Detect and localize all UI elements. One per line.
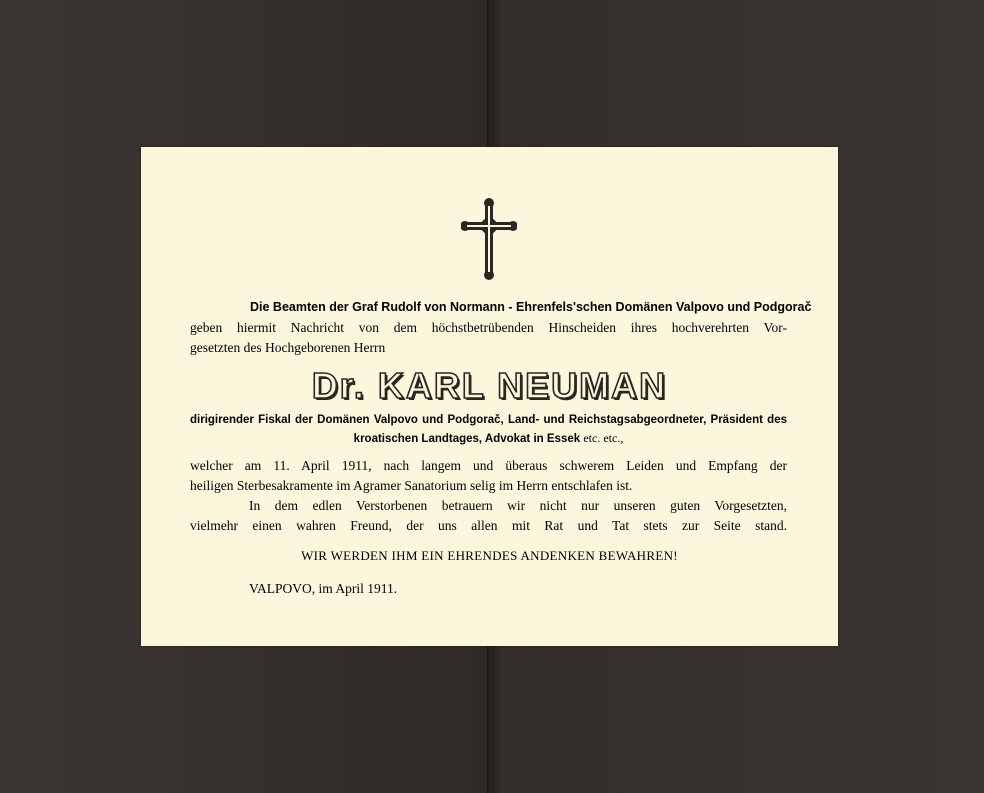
body-line-4: vielmehr einen wahren Freund, der uns allen mit Rat und Tat stets zur Seite stand. [190,518,787,533]
deceased-name: Dr. KARL NEUMAN [311,365,668,406]
body-line-1: welcher am 11. April 1911, nach langem und überaus schwerem Leiden und Empfang der [190,458,787,473]
titles-line-1: dirigirender Fiskal der Domänen Valpovo und Podgorač, Land- und Reichstagsabgeordneter, Präsident des [190,414,787,426]
titles-line-2 [190,429,787,448]
intro-line-3: gesetzten des Hochgeborenen Herrn [190,340,386,355]
titles-etc: etc. etc., [583,431,624,445]
titles-line-2-text: kroatischen Landtages, Advokat in Essek [353,433,581,445]
intro-line-1: Die Beamten der Graf Rudolf von Normann - Ehrenfels'schen Domänen Valpovo und Podgorač [250,300,812,314]
body-line-3: In dem edlen Verstorbenen betrauern wir nicht nur unseren guten Vorgesetzten, [249,498,787,513]
body-line-2: heiligen Sterbesakramente im Agramer Sanatorium selig im Herrn entschlafen ist. [190,478,633,493]
latin-cross-icon [461,198,517,280]
place-and-date: VALPOVO, im April 1911. [249,581,398,596]
memorial-motto: WIR WERDEN IHM EIN EHRENDES ANDENKEN BEWAHREN! [301,548,678,563]
intro-line-2: geben hiermit Nachricht von dem höchstbetrübenden Hinscheiden ihres hochverehrten Vor- [190,320,787,335]
